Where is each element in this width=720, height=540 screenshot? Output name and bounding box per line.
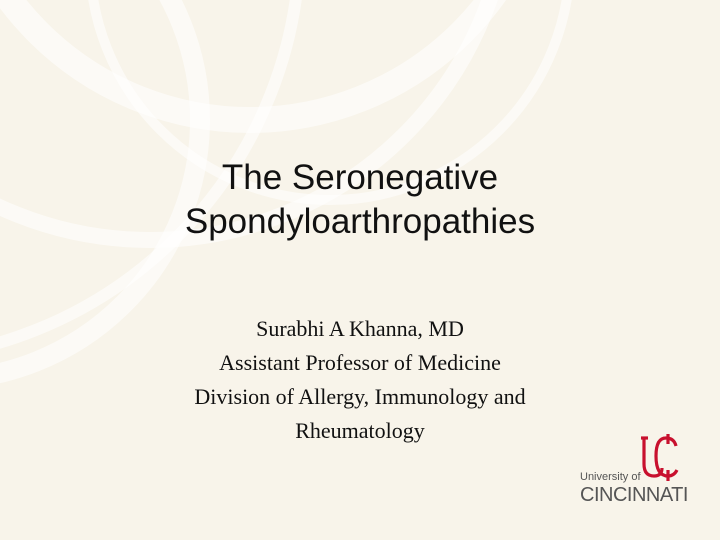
university-logo [580, 434, 690, 510]
logo-university-of: University of [580, 471, 641, 483]
uc-mark-icon [640, 434, 680, 482]
subtitle-line-1: Surabhi A Khanna, MD [256, 316, 464, 341]
slide-title [60, 156, 660, 244]
subtitle-line-4: Rheumatology [295, 418, 425, 443]
logo-cincinnati: CINCINNATI [580, 484, 688, 506]
title-line-2: Spondyloarthropathies [184, 202, 536, 241]
subtitle-line-2: Assistant Professor of Medicine [219, 350, 501, 375]
subtitle-line-3: Division of Allergy, Immunology and [194, 384, 526, 409]
slide-subtitle [110, 312, 610, 448]
title-line-1: The Seronegative [221, 158, 499, 197]
